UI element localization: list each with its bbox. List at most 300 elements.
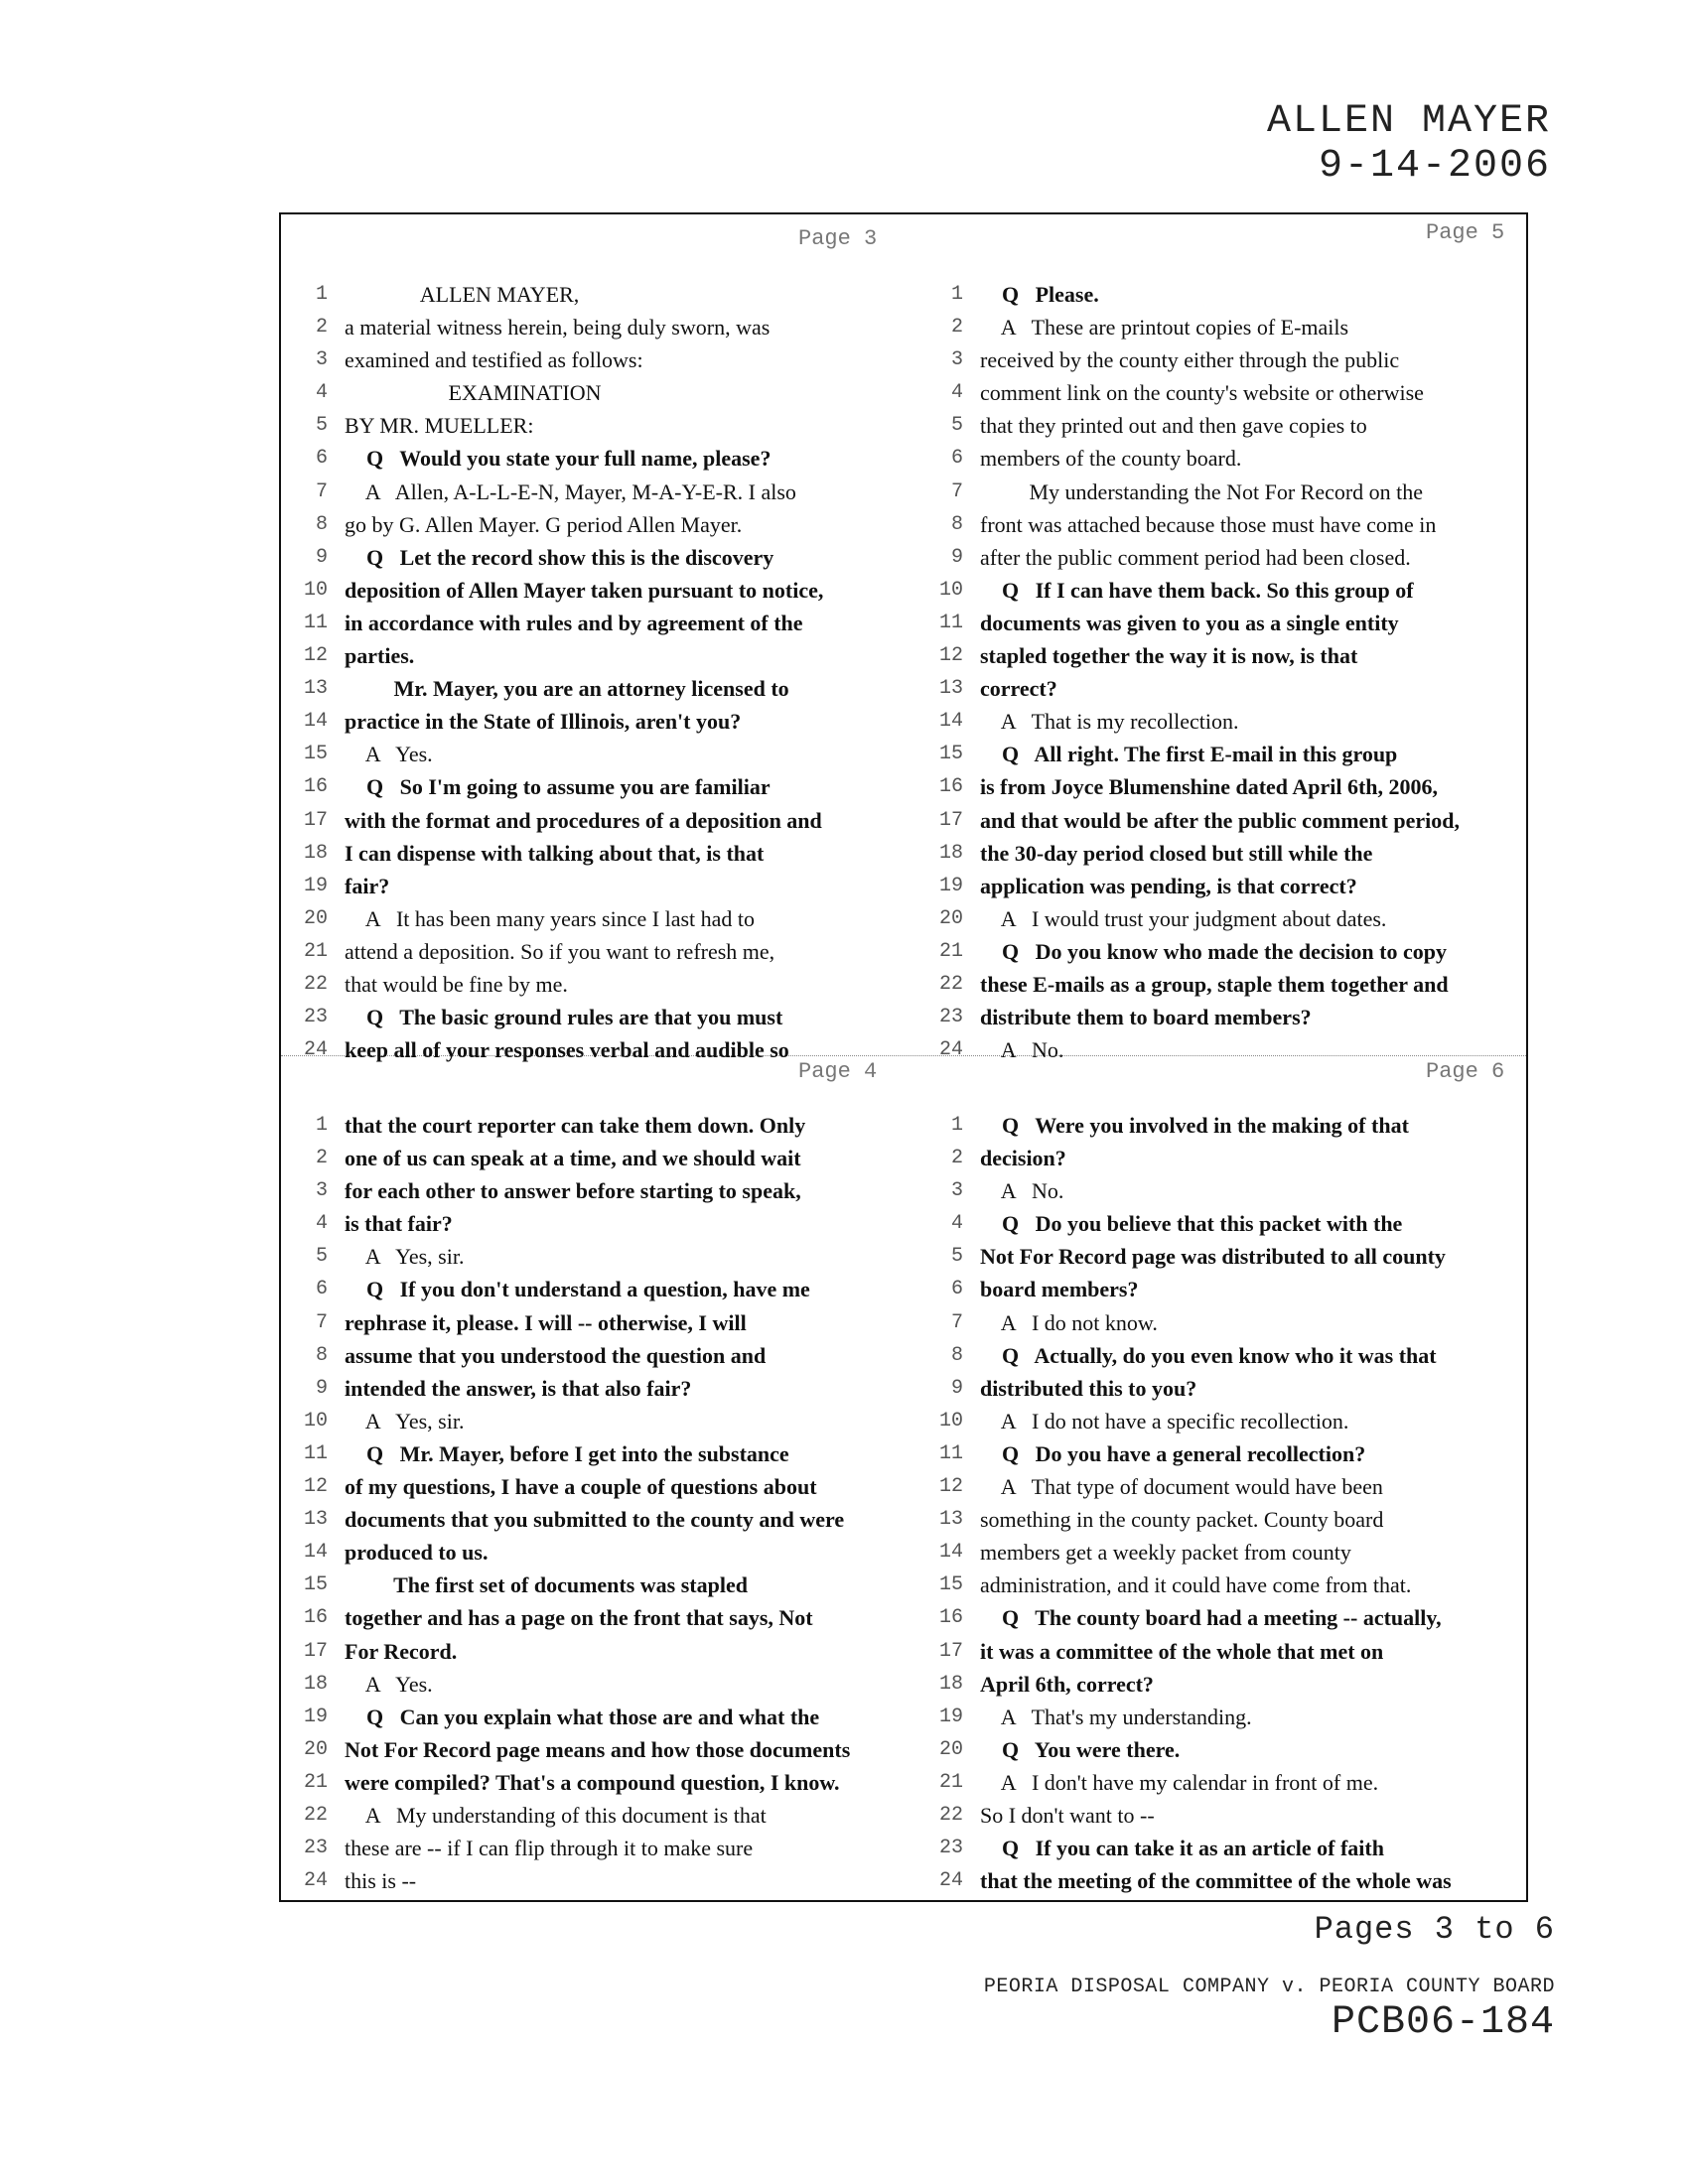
line-text: A I would trust your judgment about dates.: [980, 905, 1387, 931]
line-text: Q Would you state your full name, please?: [345, 446, 772, 472]
line-number: 14: [938, 710, 963, 734]
line-text: EXAMINATION: [345, 380, 602, 406]
line-text: keep all of your responses verbal and audible so: [345, 1037, 789, 1063]
line-number: 23: [938, 1006, 963, 1029]
line-number: 2: [315, 1147, 328, 1170]
transcript-line: [282, 1470, 917, 1503]
line-text: deposition of Allen Mayer taken pursuant to notice,: [345, 577, 824, 603]
line-text: this is --: [345, 1868, 417, 1894]
transcript-line: [282, 1207, 917, 1240]
line-number: 22: [303, 972, 328, 996]
line-text: it was a committee of the whole that met on: [980, 1638, 1384, 1664]
line-text: Q The basic ground rules are that you must: [345, 1005, 783, 1030]
transcript-line: [282, 442, 917, 475]
line-number: 6: [315, 447, 328, 471]
line-text: Q Do you know who made the decision to copy: [980, 938, 1447, 964]
line-number: 5: [315, 1245, 328, 1269]
line-text: after the public comment period had been closed.: [980, 544, 1411, 570]
line-number: 22: [303, 1803, 328, 1827]
line-number: 16: [938, 775, 963, 799]
line-text: a material witness herein, being duly sworn, was: [345, 315, 771, 341]
transcript-line: [917, 770, 1527, 803]
line-text: Q Can you explain what those are and what the: [345, 1704, 820, 1729]
line-text: Q Please.: [980, 282, 1099, 307]
line-number: 14: [303, 1541, 328, 1565]
line-number: 10: [303, 1409, 328, 1433]
line-number: 12: [303, 1475, 328, 1499]
line-text: Q Let the record show this is the discovery: [345, 544, 774, 570]
line-text: is that fair?: [345, 1211, 453, 1237]
line-number: 12: [938, 644, 963, 668]
line-text: that the meeting of the committee of the whole was: [980, 1868, 1452, 1894]
line-number: 21: [938, 1770, 963, 1794]
line-number: 1: [315, 283, 328, 306]
line-number: 24: [938, 1038, 963, 1062]
line-text: members get a weekly packet from county: [980, 1540, 1351, 1566]
transcript-line: [282, 1766, 917, 1799]
line-number: 12: [303, 644, 328, 668]
transcript-line: [282, 639, 917, 672]
transcript-line: [282, 935, 917, 968]
line-text: A I do not have a specific recollection.: [980, 1408, 1349, 1433]
line-number: 13: [303, 1508, 328, 1532]
line-text: A Yes, sir.: [345, 1408, 465, 1433]
transcript-line: [282, 409, 917, 442]
page-label: Page 6: [1426, 1059, 1505, 1084]
transcript-line: [917, 1372, 1527, 1405]
transcript-line: [917, 1864, 1527, 1897]
line-text: Not For Record page was distributed to all county: [980, 1244, 1446, 1270]
line-number: 10: [938, 1409, 963, 1433]
transcript-line: [917, 738, 1527, 770]
line-number: 7: [315, 1310, 328, 1334]
transcript-line: [282, 574, 917, 607]
transcript-line: [917, 1339, 1527, 1372]
line-text: and that would be after the public comment period,: [980, 807, 1460, 833]
line-text: A I do not know.: [980, 1309, 1158, 1335]
transcript-line: [282, 376, 917, 409]
line-number: 17: [303, 808, 328, 832]
transcript-line: [917, 1273, 1527, 1305]
deposition-date: 9-14-2006: [1318, 144, 1551, 189]
line-text: Not For Record page means and how those documents: [345, 1736, 851, 1762]
line-text: BY MR. MUELLER:: [345, 413, 534, 439]
transcript-page: [917, 1057, 1527, 1901]
line-number: 3: [950, 348, 963, 372]
line-number: 20: [938, 1737, 963, 1761]
line-number: 24: [303, 1038, 328, 1062]
line-text: A That is my recollection.: [980, 709, 1239, 735]
transcript-line: [917, 902, 1527, 935]
transcript-line: [917, 804, 1527, 837]
transcript-line: [917, 1142, 1527, 1174]
line-text: for each other to answer before starting to speak,: [345, 1178, 801, 1204]
line-text: A Yes.: [345, 742, 433, 767]
line-text: A No.: [980, 1178, 1064, 1204]
transcript-line: [282, 476, 917, 508]
transcript-line: [282, 837, 917, 870]
line-text: rephrase it, please. I will -- otherwise, I will: [345, 1309, 747, 1335]
line-text: that they printed out and then gave copies to: [980, 413, 1367, 439]
transcript-line: [282, 738, 917, 770]
transcript-line: [917, 1635, 1527, 1668]
page-label: Page 3: [798, 226, 878, 251]
line-number: 23: [303, 1006, 328, 1029]
transcript-line: [282, 1372, 917, 1405]
line-number: 9: [315, 545, 328, 569]
line-text: Q Actually, do you even know who it was that: [980, 1342, 1437, 1368]
line-text: stapled together the way it is now, is that: [980, 643, 1358, 669]
line-text: board members?: [980, 1277, 1139, 1302]
transcript-line: [917, 870, 1527, 902]
line-number: 3: [315, 1179, 328, 1203]
transcript-line: [282, 1273, 917, 1305]
line-number: 4: [950, 381, 963, 405]
transcript-lines: [282, 1109, 917, 1897]
line-text: A My understanding of this document is that: [345, 1802, 767, 1828]
line-text: were compiled? That's a compound question, I know.: [345, 1769, 840, 1795]
line-number: 16: [303, 1606, 328, 1630]
line-number: 11: [303, 1441, 328, 1465]
line-number: 22: [938, 972, 963, 996]
page-range: Pages 3 to 6: [1314, 1911, 1555, 1948]
line-text: administration, and it could have come from that.: [980, 1572, 1412, 1598]
line-text: parties.: [345, 643, 415, 669]
page-label: Page 5: [1426, 220, 1505, 245]
line-text: A These are printout copies of E-mails: [980, 315, 1349, 341]
transcript-line: [917, 1174, 1527, 1207]
line-text: documents that you submitted to the county and were: [345, 1507, 845, 1533]
transcript-line: [282, 1142, 917, 1174]
transcript-line: [917, 1437, 1527, 1470]
transcript-line: [282, 1240, 917, 1273]
transcript-line: [282, 1174, 917, 1207]
transcript-line: [282, 870, 917, 902]
line-text: A It has been many years since I last had to: [345, 905, 756, 931]
line-number: 2: [950, 1147, 963, 1170]
line-number: 20: [303, 906, 328, 930]
line-text: Q Were you involved in the making of that: [980, 1113, 1409, 1138]
line-text: these are -- if I can flip through it to make sure: [345, 1836, 754, 1861]
line-text: in accordance with rules and by agreement of the: [345, 610, 803, 635]
line-text: Mr. Mayer, you are an attorney licensed to: [345, 676, 789, 702]
line-number: 5: [315, 414, 328, 438]
line-number: 5: [950, 1245, 963, 1269]
line-number: 4: [950, 1212, 963, 1236]
transcript-line: [282, 1701, 917, 1733]
line-number: 19: [303, 874, 328, 897]
line-number: 8: [315, 1343, 328, 1367]
transcript-line: [282, 1339, 917, 1372]
transcript-line: [917, 1536, 1527, 1569]
line-number: 11: [938, 1441, 963, 1465]
transcript-line: [282, 705, 917, 738]
transcript-line: [917, 935, 1527, 968]
line-text: A Yes.: [345, 1671, 433, 1697]
line-number: 17: [938, 808, 963, 832]
line-text: So I don't want to --: [980, 1802, 1155, 1828]
line-text: ALLEN MAYER,: [345, 282, 580, 307]
transcript-line: [282, 1536, 917, 1569]
line-text: documents was given to you as a single entity: [980, 610, 1399, 635]
line-number: 15: [938, 743, 963, 766]
line-number: 16: [938, 1606, 963, 1630]
line-number: 17: [938, 1639, 963, 1663]
line-text: application was pending, is that correct?: [980, 873, 1357, 898]
line-text: examined and testified as follows:: [345, 347, 643, 373]
line-text: distributed this to you?: [980, 1375, 1197, 1401]
transcript-line: [282, 804, 917, 837]
line-text: Q You were there.: [980, 1736, 1181, 1762]
line-text: produced to us.: [345, 1540, 489, 1566]
transcript-line: [282, 607, 917, 639]
line-text: Q Do you have a general recollection?: [980, 1440, 1366, 1466]
transcript-line: [917, 607, 1527, 639]
line-number: 24: [303, 1869, 328, 1893]
transcript-line: [917, 376, 1527, 409]
line-number: 22: [938, 1803, 963, 1827]
line-text: something in the county packet. County board: [980, 1507, 1384, 1533]
transcript-line: [917, 837, 1527, 870]
line-number: 4: [315, 1212, 328, 1236]
line-number: 2: [315, 316, 328, 340]
line-text: Q Mr. Mayer, before I get into the substance: [345, 1440, 789, 1466]
line-text: front was attached because those must have come in: [980, 511, 1437, 537]
line-text: that would be fine by me.: [345, 971, 568, 997]
line-number: 1: [950, 283, 963, 306]
line-number: 15: [303, 1573, 328, 1597]
line-number: 18: [303, 841, 328, 865]
transcript-line: [917, 508, 1527, 541]
line-number: 1: [315, 1114, 328, 1137]
transcript-line: [282, 1668, 917, 1701]
line-number: 15: [938, 1573, 963, 1597]
line-text: A I don't have my calendar in front of me.: [980, 1769, 1379, 1795]
transcript-line: [917, 1733, 1527, 1766]
line-number: 9: [950, 1376, 963, 1400]
line-number: 18: [938, 841, 963, 865]
line-text: I can dispense with talking about that, is that: [345, 840, 765, 866]
transcript-line: [917, 343, 1527, 376]
line-text: A That's my understanding.: [980, 1704, 1252, 1729]
line-text: Q So I'm going to assume you are familiar: [345, 774, 771, 800]
line-text: A That type of document would have been: [980, 1474, 1383, 1500]
line-number: 7: [315, 479, 328, 503]
transcript-line: [282, 343, 917, 376]
transcript-lines: [917, 1109, 1527, 1897]
transcript-line: [282, 902, 917, 935]
transcript-line: [917, 1001, 1527, 1033]
transcript-line: [282, 1733, 917, 1766]
transcript-line: [282, 1601, 917, 1634]
transcript-line: [917, 1668, 1527, 1701]
transcript-line: [917, 1701, 1527, 1733]
transcript-line: [917, 1569, 1527, 1601]
transcript-line: [282, 1832, 917, 1864]
transcript-line: [917, 705, 1527, 738]
line-number: 23: [938, 1837, 963, 1860]
line-text: fair?: [345, 873, 390, 898]
line-number: 10: [303, 578, 328, 602]
transcript-page: [282, 1057, 917, 1901]
transcript-line: [282, 1109, 917, 1142]
deponent-name: ALLEN MAYER: [1266, 99, 1551, 144]
line-number: 19: [938, 874, 963, 897]
transcript-page: [282, 218, 917, 1063]
line-text: correct?: [980, 676, 1057, 702]
case-caption: PEORIA DISPOSAL COMPANY v. PEORIA COUNTY BOARD: [983, 1976, 1555, 1998]
transcript-line: [282, 1635, 917, 1668]
transcript-line: [917, 574, 1527, 607]
line-number: 12: [938, 1475, 963, 1499]
line-text: Q The county board had a meeting -- actually,: [980, 1605, 1442, 1631]
transcript-line: [917, 541, 1527, 574]
line-number: 9: [315, 1376, 328, 1400]
line-number: 6: [315, 1278, 328, 1301]
line-text: practice in the State of Illinois, aren't you?: [345, 709, 742, 735]
line-number: 6: [950, 1278, 963, 1301]
transcript-line: [917, 639, 1527, 672]
line-number: 13: [303, 677, 328, 701]
line-text: the 30-day period closed but still while the: [980, 840, 1373, 866]
line-number: 3: [950, 1179, 963, 1203]
line-number: 8: [315, 512, 328, 536]
line-number: 16: [303, 775, 328, 799]
transcript-line: [917, 1207, 1527, 1240]
line-number: 10: [938, 578, 963, 602]
line-number: 19: [303, 1705, 328, 1728]
transcript-line: [282, 1569, 917, 1601]
line-number: 20: [938, 906, 963, 930]
line-text: one of us can speak at a time, and we should wait: [345, 1146, 801, 1171]
transcript-line: [282, 968, 917, 1001]
transcript-line: [282, 1306, 917, 1339]
line-text: received by the county either through the public: [980, 347, 1400, 373]
transcript-line: [917, 1109, 1527, 1142]
transcript-line: [282, 770, 917, 803]
line-text: Q All right. The first E-mail in this group: [980, 742, 1398, 767]
line-number: 6: [950, 447, 963, 471]
line-text: April 6th, correct?: [980, 1671, 1154, 1697]
line-number: 14: [938, 1541, 963, 1565]
transcript-line: [917, 672, 1527, 705]
case-number: PCB06-184: [1331, 2000, 1555, 2045]
line-text: decision?: [980, 1146, 1066, 1171]
transcript-line: [282, 1405, 917, 1437]
line-text: that the court reporter can take them down. Only: [345, 1113, 806, 1138]
transcript-line: [282, 508, 917, 541]
line-text: members of the county board.: [980, 446, 1242, 472]
line-number: 1: [950, 1114, 963, 1137]
line-number: 11: [303, 611, 328, 634]
line-text: attend a deposition. So if you want to refresh me,: [345, 938, 775, 964]
line-text: is from Joyce Blumenshine dated April 6th, 2006,: [980, 774, 1439, 800]
line-number: 3: [315, 348, 328, 372]
line-number: 11: [938, 611, 963, 634]
line-text: together and has a page on the front that says, Not: [345, 1605, 813, 1631]
line-text: Q If you can take it as an article of faith: [980, 1836, 1384, 1861]
line-number: 24: [938, 1869, 963, 1893]
line-text: distribute them to board members?: [980, 1005, 1312, 1030]
transcript-line: [917, 409, 1527, 442]
line-text: Q If I can have them back. So this group of: [980, 577, 1414, 603]
transcript-lines: [917, 278, 1527, 1066]
transcript-line: [917, 1503, 1527, 1536]
line-text: A Yes, sir.: [345, 1244, 465, 1270]
line-text: Q Do you believe that this packet with the: [980, 1211, 1403, 1237]
transcript-line: [917, 1799, 1527, 1832]
line-text: intended the answer, is that also fair?: [345, 1375, 692, 1401]
line-number: 18: [303, 1672, 328, 1696]
line-number: 23: [303, 1837, 328, 1860]
line-number: 21: [303, 1770, 328, 1794]
transcript-line: [917, 1470, 1527, 1503]
transcript-line: [917, 1832, 1527, 1864]
transcript-line: [282, 541, 917, 574]
transcript-line: [282, 278, 917, 311]
transcript-line: [917, 278, 1527, 311]
transcript-line: [917, 1405, 1527, 1437]
line-text: of my questions, I have a couple of questions about: [345, 1474, 817, 1500]
line-number: 19: [938, 1705, 963, 1728]
transcript-page: [917, 218, 1527, 1063]
transcript-line: [282, 1001, 917, 1033]
transcript-line: [282, 1437, 917, 1470]
line-text: The first set of documents was stapled: [345, 1572, 748, 1598]
line-number: 14: [303, 710, 328, 734]
line-number: 21: [938, 939, 963, 963]
transcript-line: [282, 1799, 917, 1832]
transcript-line: [917, 1240, 1527, 1273]
transcript-line: [917, 1766, 1527, 1799]
transcript-line: [282, 672, 917, 705]
line-text: these E-mails as a group, staple them together and: [980, 971, 1449, 997]
line-text: comment link on the county's website or otherwise: [980, 380, 1424, 406]
line-text: For Record.: [345, 1638, 458, 1664]
line-number: 21: [303, 939, 328, 963]
line-text: A No.: [980, 1037, 1064, 1063]
line-number: 8: [950, 512, 963, 536]
line-number: 2: [950, 316, 963, 340]
line-number: 13: [938, 677, 963, 701]
line-number: 17: [303, 1639, 328, 1663]
line-number: 18: [938, 1672, 963, 1696]
line-number: 7: [950, 479, 963, 503]
transcript-line: [917, 1306, 1527, 1339]
line-text: assume that you understood the question and: [345, 1342, 767, 1368]
page-label: Page 4: [798, 1059, 878, 1084]
line-number: 20: [303, 1737, 328, 1761]
line-text: Q If you don't understand a question, have me: [345, 1277, 810, 1302]
line-text: go by G. Allen Mayer. G period Allen Mayer.: [345, 511, 743, 537]
line-number: 9: [950, 545, 963, 569]
line-number: 5: [950, 414, 963, 438]
transcript-line: [917, 968, 1527, 1001]
line-text: A Allen, A-L-L-E-N, Mayer, M-A-Y-E-R. I also: [345, 478, 796, 504]
line-number: 8: [950, 1343, 963, 1367]
transcript-line: [917, 442, 1527, 475]
line-number: 13: [938, 1508, 963, 1532]
line-number: 7: [950, 1310, 963, 1334]
transcript-line: [282, 311, 917, 343]
line-number: 15: [303, 743, 328, 766]
transcript-lines: [282, 278, 917, 1066]
transcript-line: [282, 1503, 917, 1536]
transcript-line: [282, 1864, 917, 1897]
line-text: with the format and procedures of a deposition and: [345, 807, 822, 833]
line-text: My understanding the Not For Record on the: [980, 478, 1424, 504]
transcript-line: [917, 476, 1527, 508]
